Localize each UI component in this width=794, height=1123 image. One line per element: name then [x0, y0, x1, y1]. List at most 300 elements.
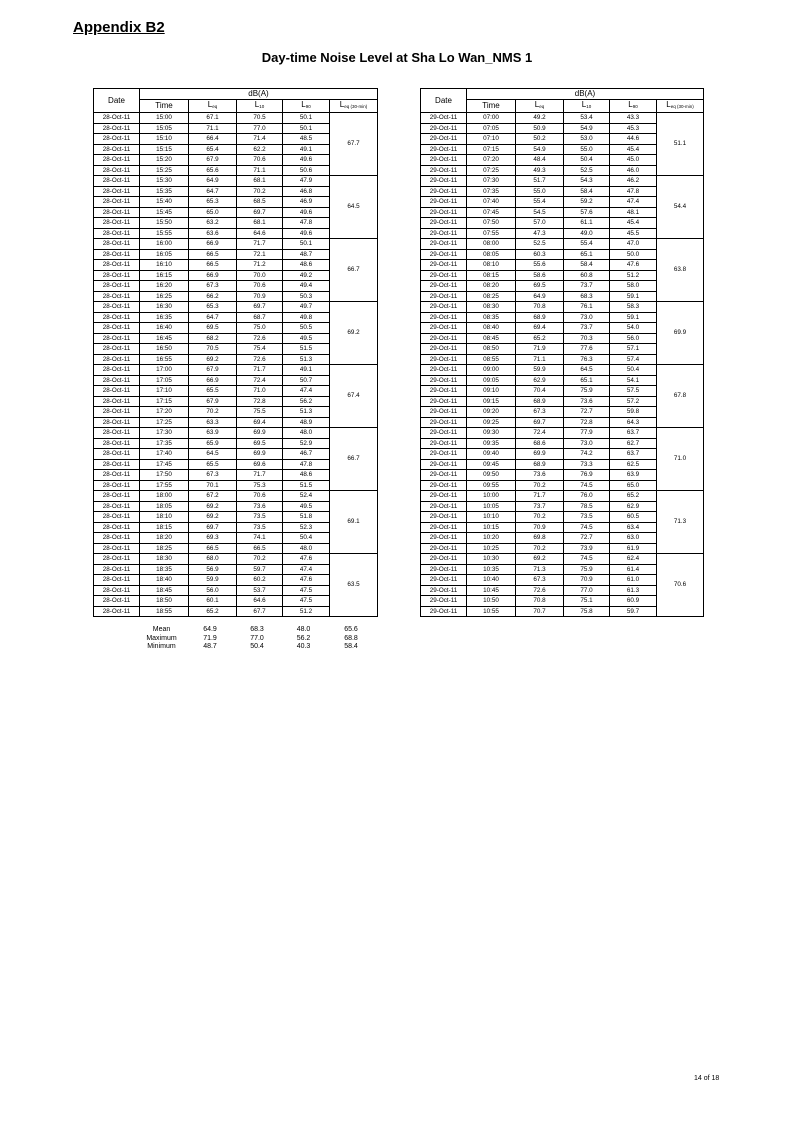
time-cell: 08:50: [467, 344, 516, 355]
leq-cell: 71.1: [516, 354, 564, 365]
l10-cell: 60.8: [564, 270, 610, 281]
date-cell: 28-Oct-11: [94, 438, 140, 449]
leq-cell: 56.0: [189, 585, 237, 596]
date-cell: 29-Oct-11: [421, 606, 467, 617]
date-cell: 29-Oct-11: [421, 344, 467, 355]
leq-cell: 70.9: [516, 522, 564, 533]
time-cell: 18:55: [140, 606, 189, 617]
leq-cell: 70.8: [516, 596, 564, 607]
l90-cell: 51.5: [283, 344, 330, 355]
table-row: [94, 113, 378, 124]
date-cell: 29-Oct-11: [421, 512, 467, 523]
l10-cell: 69.4: [237, 417, 283, 428]
leq-cell: 65.6: [189, 165, 237, 176]
summary-l10: 77.0: [250, 634, 264, 642]
l10-cell: 71.2: [237, 260, 283, 271]
l10-cell: 73.3: [564, 459, 610, 470]
leq-cell: 71.7: [516, 491, 564, 502]
l10-cell: 70.2: [237, 554, 283, 565]
time-cell: 09:30: [467, 428, 516, 439]
leq-cell: 68.9: [516, 312, 564, 323]
leq30-cell: 66.7: [330, 428, 378, 491]
leq30-cell: 67.7: [330, 113, 378, 176]
l10-cell: 50.4: [564, 155, 610, 166]
l10-cell: 55.0: [564, 144, 610, 155]
l90-cell: 51.2: [283, 606, 330, 617]
l10-cell: 69.9: [237, 449, 283, 460]
summary-l10: 68.3: [250, 626, 264, 633]
date-cell: 28-Oct-11: [94, 396, 140, 407]
l10-cell: 75.9: [564, 386, 610, 397]
leq-cell: 69.5: [189, 323, 237, 334]
l10-cell: 73.7: [564, 323, 610, 334]
leq-cell: 66.2: [189, 291, 237, 302]
time-cell: 10:35: [467, 564, 516, 575]
l10-cell: 72.7: [564, 407, 610, 418]
time-cell: 15:15: [140, 144, 189, 155]
date-header: Date: [421, 89, 467, 113]
l90-cell: 47.4: [283, 386, 330, 397]
date-cell: 29-Oct-11: [421, 134, 467, 145]
time-cell: 16:20: [140, 281, 189, 292]
leq30-cell: 66.7: [330, 239, 378, 302]
leq-cell: 69.2: [189, 354, 237, 365]
time-header: Time: [140, 100, 189, 113]
time-cell: 15:05: [140, 123, 189, 134]
l90-cell: 48.6: [283, 260, 330, 271]
l10-cell: 74.5: [564, 522, 610, 533]
date-cell: 28-Oct-11: [94, 543, 140, 554]
l10-cell: 53.4: [564, 113, 610, 124]
l10-cell: 76.0: [564, 491, 610, 502]
l10-cell: 71.4: [237, 134, 283, 145]
leq-cell: 69.7: [189, 522, 237, 533]
l90-cell: 47.4: [283, 564, 330, 575]
l90-cell: 47.5: [283, 585, 330, 596]
date-cell: 28-Oct-11: [94, 270, 140, 281]
l90-cell: 60.9: [610, 596, 657, 607]
l90-cell: 49.2: [283, 270, 330, 281]
leq-cell: 65.5: [189, 459, 237, 470]
time-cell: 09:10: [467, 386, 516, 397]
l90-cell: 62.9: [610, 501, 657, 512]
l10-cell: 64.5: [564, 365, 610, 376]
l10-cell: 65.1: [564, 375, 610, 386]
leq-cell: 65.3: [189, 302, 237, 313]
l90-cell: 45.0: [610, 155, 657, 166]
date-cell: 29-Oct-11: [421, 449, 467, 460]
l10-cell: 70.6: [237, 155, 283, 166]
date-cell: 29-Oct-11: [421, 176, 467, 187]
l90-cell: 43.3: [610, 113, 657, 124]
l10-cell: 75.3: [237, 480, 283, 491]
table-row: [421, 491, 704, 502]
summary-leq: 48.7: [203, 643, 217, 651]
leq-cell: 47.3: [516, 228, 564, 239]
date-cell: 29-Oct-11: [421, 333, 467, 344]
time-cell: 17:50: [140, 470, 189, 481]
time-cell: 08:30: [467, 302, 516, 313]
l10-cell: 72.6: [237, 333, 283, 344]
l10-cell: 75.1: [564, 596, 610, 607]
date-cell: 28-Oct-11: [94, 207, 140, 218]
time-cell: 09:50: [467, 470, 516, 481]
leq-cell: 55.0: [516, 186, 564, 197]
l90-cell: 59.7: [610, 606, 657, 617]
leq-cell: 69.2: [189, 512, 237, 523]
date-cell: 29-Oct-11: [421, 291, 467, 302]
l90-cell: 49.7: [283, 302, 330, 313]
leq-cell: 63.6: [189, 228, 237, 239]
l90-cell: 47.6: [283, 554, 330, 565]
summary-l90: 40.3: [296, 643, 311, 651]
l90-cell: 46.9: [283, 197, 330, 208]
leq-cell: 67.3: [189, 470, 237, 481]
date-cell: 28-Oct-11: [94, 365, 140, 376]
time-cell: 08:25: [467, 291, 516, 302]
l10-cell: 76.9: [564, 470, 610, 481]
l90-cell: 50.1: [283, 123, 330, 134]
l10-cell: 73.5: [237, 512, 283, 523]
leq-cell: 65.2: [516, 333, 564, 344]
leq30-cell: 69.9: [657, 302, 704, 365]
table-body: [94, 113, 378, 617]
l90-cell: 45.5: [610, 228, 657, 239]
date-cell: 28-Oct-11: [94, 417, 140, 428]
time-cell: 18:15: [140, 522, 189, 533]
date-cell: 28-Oct-11: [94, 239, 140, 250]
l10-cell: 78.5: [564, 501, 610, 512]
time-cell: 17:20: [140, 407, 189, 418]
time-cell: 09:40: [467, 449, 516, 460]
l10-cell: 75.9: [564, 564, 610, 575]
leq-cell: 50.9: [516, 123, 564, 134]
l90-cell: 48.7: [283, 249, 330, 260]
leq-cell: 49.3: [516, 165, 564, 176]
time-cell: 07:50: [467, 218, 516, 229]
l90-cell: 61.0: [610, 575, 657, 586]
leq-cell: 70.1: [189, 480, 237, 491]
l10-cell: 68.3: [564, 291, 610, 302]
date-header: Date: [94, 89, 140, 113]
time-cell: 16:50: [140, 344, 189, 355]
leq30-cell: 54.4: [657, 176, 704, 239]
leq-cell: 67.3: [516, 407, 564, 418]
l10-cell: 77.6: [564, 344, 610, 355]
l10-cell: 70.2: [237, 186, 283, 197]
l90-cell: 45.3: [610, 123, 657, 134]
date-cell: 28-Oct-11: [94, 249, 140, 260]
date-cell: 29-Oct-11: [421, 207, 467, 218]
date-cell: 29-Oct-11: [421, 249, 467, 260]
table-row: [94, 302, 378, 313]
date-cell: 28-Oct-11: [94, 386, 140, 397]
l10-cell: 70.9: [237, 291, 283, 302]
l10-header: $L_{10}$: [564, 100, 610, 113]
date-cell: 28-Oct-11: [94, 375, 140, 386]
date-cell: 29-Oct-11: [421, 270, 467, 281]
time-cell: 17:45: [140, 459, 189, 470]
time-cell: 18:00: [140, 491, 189, 502]
l90-cell: 50.3: [283, 291, 330, 302]
leq30-cell: 51.1: [657, 113, 704, 176]
l90-cell: 51.2: [610, 270, 657, 281]
leq-cell: 67.9: [189, 365, 237, 376]
l90-cell: 59.1: [610, 312, 657, 323]
time-cell: 15:25: [140, 165, 189, 176]
time-cell: 09:45: [467, 459, 516, 470]
l10-cell: 73.5: [237, 522, 283, 533]
date-cell: 29-Oct-11: [421, 428, 467, 439]
leq30-header: $L_{eq (30-min)}$: [330, 100, 378, 113]
time-cell: 18:50: [140, 596, 189, 607]
table-row: [94, 239, 378, 250]
summary-l90: 48.0: [296, 626, 311, 633]
date-cell: 28-Oct-11: [94, 186, 140, 197]
time-cell: 16:35: [140, 312, 189, 323]
table-row: [94, 554, 378, 565]
unit-header: dB(A): [467, 89, 704, 100]
leq-cell: 70.4: [516, 386, 564, 397]
leq-cell: 50.2: [516, 134, 564, 145]
l10-cell: 76.1: [564, 302, 610, 313]
leq-cell: 63.2: [189, 218, 237, 229]
leq-cell: 48.4: [516, 155, 564, 166]
summary-row-minimum: [137, 643, 375, 652]
l90-cell: 56.2: [283, 396, 330, 407]
leq-cell: 73.7: [516, 501, 564, 512]
l10-cell: 55.4: [564, 239, 610, 250]
leq-cell: 60.1: [189, 596, 237, 607]
leq-cell: 70.2: [516, 512, 564, 523]
l10-cell: 60.2: [237, 575, 283, 586]
leq-cell: 57.0: [516, 218, 564, 229]
time-cell: 07:20: [467, 155, 516, 166]
l10-cell: 71.7: [237, 365, 283, 376]
l90-cell: 50.1: [283, 113, 330, 124]
summary-leq30: 58.4: [344, 643, 358, 651]
date-cell: 28-Oct-11: [94, 144, 140, 155]
summary-stats: [137, 626, 375, 652]
summary-leq: 71.9: [203, 634, 217, 642]
l90-cell: 54.1: [610, 375, 657, 386]
leq-cell: 54.5: [516, 207, 564, 218]
date-cell: 28-Oct-11: [94, 260, 140, 271]
l10-cell: 69.5: [237, 438, 283, 449]
leq30-cell: 67.8: [657, 365, 704, 428]
time-cell: 17:30: [140, 428, 189, 439]
l10-cell: 75.8: [564, 606, 610, 617]
date-cell: 29-Oct-11: [421, 197, 467, 208]
l90-cell: 57.1: [610, 344, 657, 355]
leq-cell: 68.9: [516, 459, 564, 470]
l10-cell: 54.3: [564, 176, 610, 187]
summary-l90: 56.2: [296, 634, 311, 642]
time-cell: 17:00: [140, 365, 189, 376]
time-cell: 15:35: [140, 186, 189, 197]
l90-cell: 59.8: [610, 407, 657, 418]
date-cell: 28-Oct-11: [94, 323, 140, 334]
time-cell: 17:25: [140, 417, 189, 428]
l10-cell: 74.2: [564, 449, 610, 460]
leq-cell: 72.4: [516, 428, 564, 439]
leq-cell: 68.2: [189, 333, 237, 344]
leq-cell: 65.9: [189, 438, 237, 449]
l90-cell: 46.7: [283, 449, 330, 460]
time-cell: 08:55: [467, 354, 516, 365]
page-title: Day-time Noise Level at Sha Lo Wan_NMS 1: [261, 50, 533, 65]
leq30-cell: 71.0: [657, 428, 704, 491]
date-cell: 29-Oct-11: [421, 470, 467, 481]
date-cell: 29-Oct-11: [421, 155, 467, 166]
time-cell: 07:00: [467, 113, 516, 124]
time-cell: 10:55: [467, 606, 516, 617]
time-cell: 08:45: [467, 333, 516, 344]
l10-cell: 77.9: [564, 428, 610, 439]
l10-cell: 73.5: [564, 512, 610, 523]
date-cell: 28-Oct-11: [94, 354, 140, 365]
leq-cell: 59.9: [189, 575, 237, 586]
date-cell: 28-Oct-11: [94, 218, 140, 229]
l90-cell: 63.7: [610, 449, 657, 460]
time-cell: 18:25: [140, 543, 189, 554]
l10-cell: 70.6: [237, 491, 283, 502]
date-cell: 29-Oct-11: [421, 144, 467, 155]
time-cell: 09:55: [467, 480, 516, 491]
leq-cell: 52.5: [516, 239, 564, 250]
l90-cell: 62.7: [610, 438, 657, 449]
table-row: [94, 176, 378, 187]
l90-cell: 47.5: [283, 596, 330, 607]
leq-cell: 60.3: [516, 249, 564, 260]
leq-cell: 66.9: [189, 270, 237, 281]
leq-cell: 70.2: [516, 543, 564, 554]
time-cell: 16:05: [140, 249, 189, 260]
time-cell: 09:05: [467, 375, 516, 386]
l90-cell: 57.2: [610, 396, 657, 407]
date-cell: 28-Oct-11: [94, 585, 140, 596]
l10-cell: 75.5: [237, 407, 283, 418]
l90-cell: 50.1: [283, 239, 330, 250]
l90-cell: 45.4: [610, 144, 657, 155]
l90-cell: 48.0: [283, 543, 330, 554]
date-cell: 29-Oct-11: [421, 323, 467, 334]
time-cell: 10:20: [467, 533, 516, 544]
l10-cell: 71.1: [237, 165, 283, 176]
l10-cell: 72.8: [564, 417, 610, 428]
leq-cell: 69.2: [516, 554, 564, 565]
date-cell: 29-Oct-11: [421, 501, 467, 512]
l90-cell: 47.8: [283, 459, 330, 470]
date-cell: 29-Oct-11: [421, 354, 467, 365]
l90-cell: 61.3: [610, 585, 657, 596]
l10-cell: 73.9: [564, 543, 610, 554]
time-cell: 16:00: [140, 239, 189, 250]
date-cell: 29-Oct-11: [421, 218, 467, 229]
summary-leq: 64.9: [203, 626, 217, 633]
leq-cell: 71.9: [516, 344, 564, 355]
date-cell: 29-Oct-11: [421, 113, 467, 124]
l10-cell: 72.4: [237, 375, 283, 386]
l90-cell: 56.0: [610, 333, 657, 344]
l90-cell: 49.6: [283, 207, 330, 218]
date-cell: 28-Oct-11: [94, 501, 140, 512]
date-cell: 28-Oct-11: [94, 428, 140, 439]
l10-cell: 70.0: [237, 270, 283, 281]
leq-cell: 68.9: [516, 396, 564, 407]
leq30-cell: 70.6: [657, 554, 704, 617]
date-cell: 29-Oct-11: [421, 186, 467, 197]
l10-cell: 71.7: [237, 470, 283, 481]
time-cell: 18:35: [140, 564, 189, 575]
l10-cell: 70.9: [564, 575, 610, 586]
date-cell: 29-Oct-11: [421, 239, 467, 250]
noise-table-left: [93, 88, 378, 617]
l10-cell: 70.5: [237, 113, 283, 124]
date-cell: 28-Oct-11: [94, 155, 140, 166]
leq-cell: 68.6: [516, 438, 564, 449]
leq-cell: 69.8: [516, 533, 564, 544]
time-cell: 07:05: [467, 123, 516, 134]
unit-header: dB(A): [140, 89, 378, 100]
time-cell: 15:40: [140, 197, 189, 208]
leq-cell: 71.1: [189, 123, 237, 134]
time-cell: 17:35: [140, 438, 189, 449]
time-cell: 18:05: [140, 501, 189, 512]
leq-cell: 65.2: [189, 606, 237, 617]
l10-cell: 62.2: [237, 144, 283, 155]
l10-cell: 69.7: [237, 302, 283, 313]
leq-cell: 69.3: [189, 533, 237, 544]
leq-cell: 51.7: [516, 176, 564, 187]
appendix-heading: Appendix B2: [73, 19, 165, 36]
l90-cell: 49.1: [283, 144, 330, 155]
l90-cell: 48.1: [610, 207, 657, 218]
l90-cell: 51.8: [283, 512, 330, 523]
time-cell: 15:00: [140, 113, 189, 124]
leq-cell: 64.7: [189, 186, 237, 197]
date-cell: 28-Oct-11: [94, 113, 140, 124]
summary-label: Maximum: [146, 634, 177, 642]
time-cell: 08:15: [467, 270, 516, 281]
leq-cell: 59.9: [516, 365, 564, 376]
leq-cell: 68.0: [189, 554, 237, 565]
l90-cell: 46.8: [283, 186, 330, 197]
l10-cell: 77.0: [237, 123, 283, 134]
date-cell: 29-Oct-11: [421, 165, 467, 176]
time-cell: 08:35: [467, 312, 516, 323]
date-cell: 29-Oct-11: [421, 281, 467, 292]
time-cell: 18:40: [140, 575, 189, 586]
date-cell: 29-Oct-11: [421, 564, 467, 575]
leq-cell: 54.9: [516, 144, 564, 155]
l10-cell: 75.0: [237, 323, 283, 334]
time-cell: 17:40: [140, 449, 189, 460]
leq-cell: 70.5: [189, 344, 237, 355]
time-cell: 16:40: [140, 323, 189, 334]
date-cell: 29-Oct-11: [421, 533, 467, 544]
time-cell: 10:50: [467, 596, 516, 607]
table-body: [421, 113, 704, 617]
l90-cell: 54.0: [610, 323, 657, 334]
time-cell: 17:15: [140, 396, 189, 407]
table-row: [94, 365, 378, 376]
l10-cell: 74.5: [564, 554, 610, 565]
date-cell: 28-Oct-11: [94, 606, 140, 617]
l10-cell: 74.5: [564, 480, 610, 491]
table-row: [421, 554, 704, 565]
time-cell: 18:10: [140, 512, 189, 523]
